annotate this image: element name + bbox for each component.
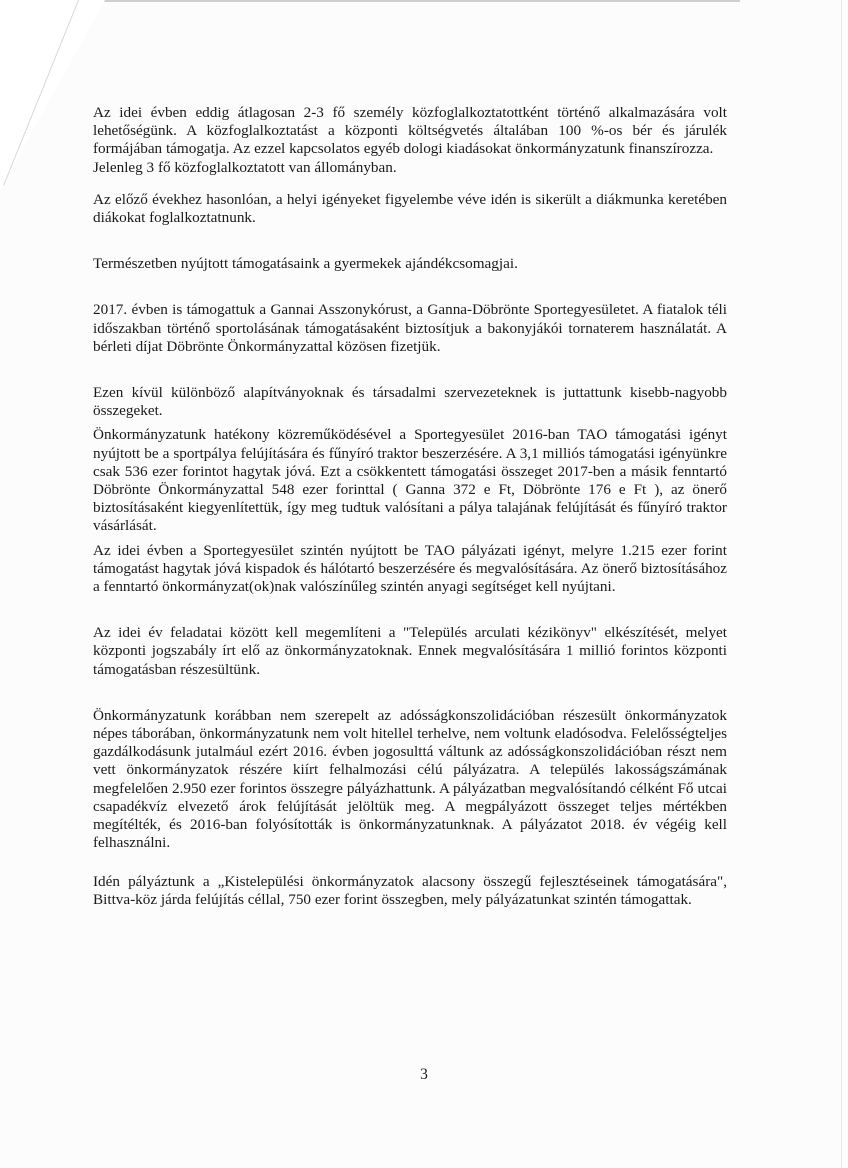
document-body <box>93 104 727 909</box>
paragraph-choir-sports-support: 2017. évben is támogattuk a Gannai Asszonykórust, a Ganna-Döbrönte Sportegyesületet. A fiatalok téli időszakban történő sportolásának támogatásaként biztosítjuk a bakonyjákói tornaterem használatát. A bérleti díjat Döbrönte Önkormányzattal közösen fizetjük. <box>93 301 727 355</box>
paragraph-debt-consolidation: Önkormányzatunk korábban nem szerepelt az adósságkonszolidációban részesült önkormányzatok népes táborában, önkormányzatunk nem volt hitellel terhelve, nem voltunk eladósodva. Felelősségteljes gazdálkodásunk jutalmául ezért 2016. évben jogosulttá váltunk az adósságkonszolidációban részt nem vett önkormányzatok részére kiírt felhalmozási célú pályázatra. A település lakosságszámának megfelelően 2.950 ezer forintos összegre pályázhattunk. A pályázatban megvalósítandó célként Fő utcai csapadékvíz elvezető árok felújítását jelöltük meg. A megpályázott összeget teljes mértékben megítélték, és 2016-ban folyósították is önkormányzatunknak. A pályázatot 2018. év végéig kell felhasználni. <box>93 706 727 852</box>
paragraph-current-workers: Jelenleg 3 fő közfoglalkoztatott van állományban. <box>93 158 397 176</box>
paragraph-settlement-handbook: Az idei év feladatai között kell megemlíteni a "Település arculati kézikönyv" elkészítését, melyet központi jogszabály írt elő az önkormányzatoknak. Ennek megvalósítására 1 millió forintos központi támogatásban részesültünk. <box>93 624 727 678</box>
paragraph-foundations: Ezen kívül különböző alapítványoknak és társadalmi szervezeteknek is juttattunk kisebb-nagyobb összegeket. <box>93 384 727 420</box>
paragraph-student-work: Az előző évekhez hasonlóan, a helyi igényeket figyelembe véve idén is sikerült a diákmunka keretében diákokat foglalkoztatnunk. <box>93 190 727 227</box>
paragraph-gift-packages: Természetben nyújtott támogatásaink a gyermekek ajándékcsomagjai. <box>93 255 518 273</box>
scan-edge-right <box>841 0 842 1168</box>
paragraph-tao-2016: Önkormányzatunk hatékony közreműködésével a Sportegyesület 2016-ban TAO támogatási igényt nyújtott be a sportpálya felújítására és fűnyíró traktor beszerzésére. A 3,1 milliós támogatási igényünkre csak 536 ezer forintot hagytak jóvá. Ezt a csökkentett támogatási összeget 2017-ben a másik fenntartó Döbrönte Önkormányzattal 548 ezer forinttal ( Ganna 372 e Ft, Döbrönte 176 e Ft ), az önerő biztosításaként kiegyenlítettük, így meg tudtuk valósítani a pálya talajának felújítását és fűnyíró traktor vásárlását. <box>93 426 727 535</box>
paragraph-public-workers: Az idei évben eddig átlagosan 2-3 fő személy közfoglalkoztatottként történő alkalmazására volt lehetőségünk. A közfoglalkoztatást a központi költségvetés általában 100 %-os bér és járulék formájában támogatja. Az ezzel kapcsolatos egyéb dologi kiadásokat önkormányzatunk finanszírozza. <box>93 104 727 158</box>
paragraph-tao-current: Az idei évben a Sportegyesület szintén nyújtott be TAO pályázati igényt, melyre 1.215 ezer forint támogatást hagytak jóvá kispadok és hálótartó beszerzésére és megvalósítására. Az önerő biztosításához a fenntartó önkormányzat(ok)nak valószínűleg szintén anyagi segítséget kell nyújtani. <box>93 541 727 596</box>
page-number: 3 <box>420 1066 428 1083</box>
scan-edge-top <box>100 0 740 2</box>
scan-fold-corner <box>0 0 105 190</box>
paragraph-small-settlement-grant: Idén pályáztunk a „Kistelepülési önkormányzatok alacsony összegű fejlesztéseinek támogatására", Bittva-köz járda felújítás céllal, 750 ezer forint összegben, mely pályázatunkat szintén támogattak. <box>93 872 727 908</box>
